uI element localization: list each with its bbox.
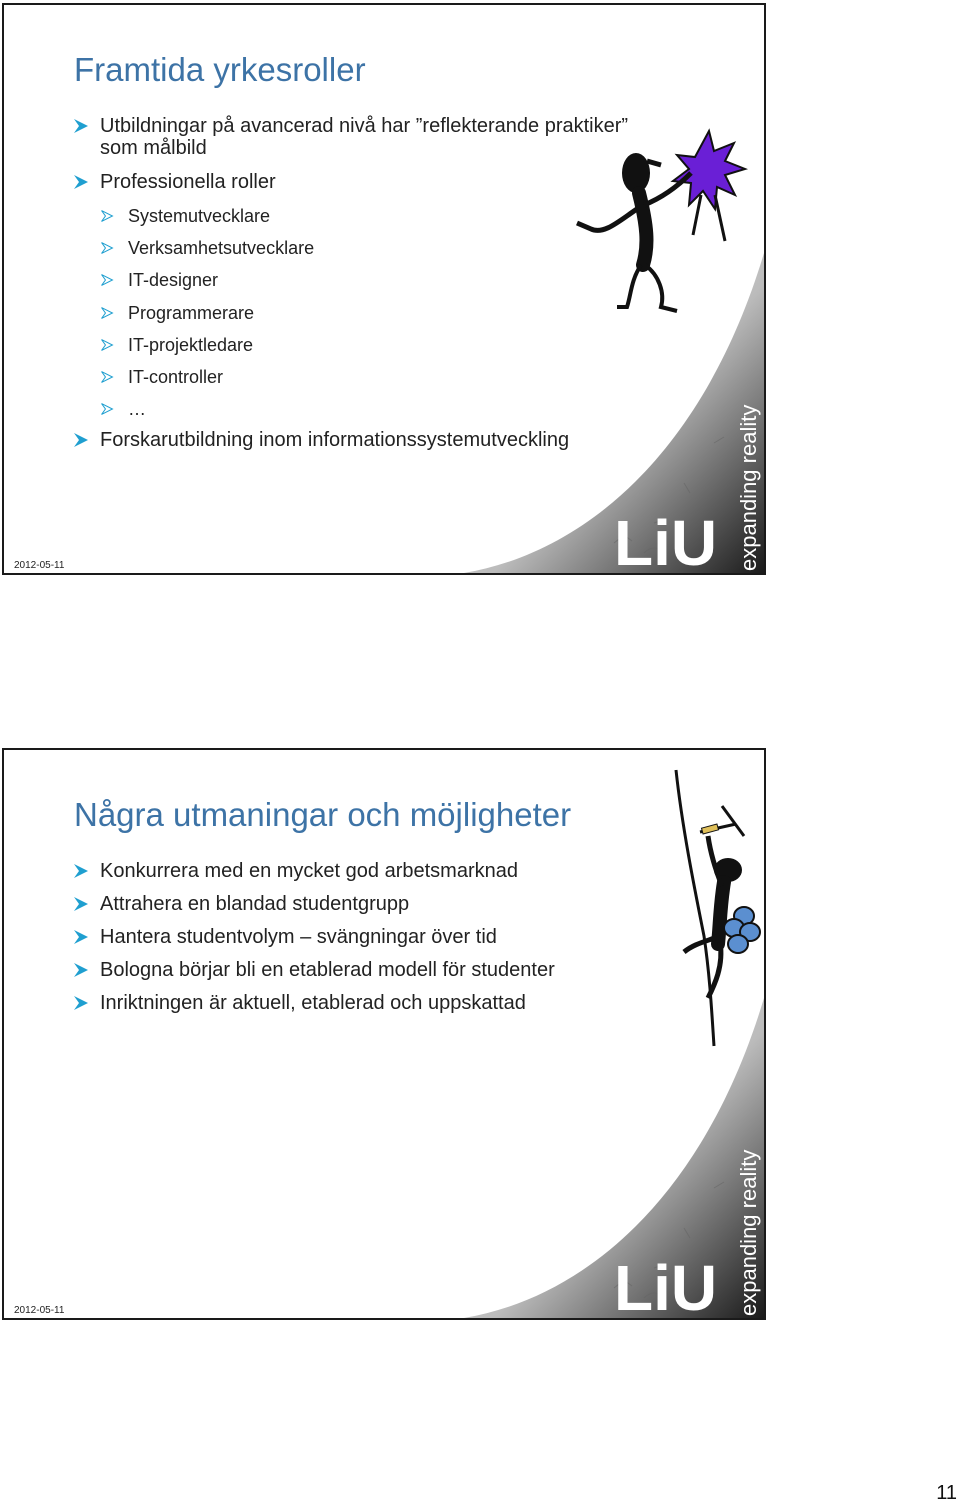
logo-text: LiU <box>614 507 718 573</box>
bullet-item <box>72 992 526 1014</box>
arrow-bullet-icon <box>100 241 114 255</box>
liu-logo-icon <box>464 998 764 1318</box>
slide-title: Framtida yrkesroller <box>74 51 366 88</box>
page-number: 11 <box>936 1482 957 1504</box>
sub-bullet-item <box>100 334 253 356</box>
arrow-bullet-icon <box>72 432 90 448</box>
slide-title: Några utmaningar och möjligheter <box>74 796 572 833</box>
bullet-text: Bologna börjar bli en etablerad modell för studenter <box>100 959 555 981</box>
bullet-text: Programmerare <box>128 303 255 323</box>
bullet-text: … <box>128 399 146 419</box>
slide-utmaningar <box>2 748 766 1320</box>
sub-bullet-item <box>100 237 314 259</box>
slide-date: 2012-05-11 <box>14 1305 65 1316</box>
bullet-text: Hantera studentvolym – svängningar över tid <box>100 926 497 948</box>
bullet-text: Systemutvecklare <box>128 206 271 226</box>
bullet-text: IT-projektledare <box>128 335 254 355</box>
arrow-bullet-icon <box>100 273 114 287</box>
sub-bullet-item <box>100 398 146 420</box>
logo-tagline: expanding reality <box>736 1149 761 1316</box>
bullet-text: som målbild <box>100 137 207 159</box>
bullet-text: Professionella roller <box>100 171 276 193</box>
sub-bullet-item <box>100 302 254 324</box>
arrow-bullet-icon <box>72 995 90 1011</box>
bullet-item <box>72 926 497 948</box>
bullet-item <box>72 860 518 882</box>
arrow-bullet-icon <box>72 174 90 190</box>
bullet-text: Forskarutbildning inom informationssystemutveckling <box>100 429 570 451</box>
logo-tagline: expanding reality <box>736 404 761 571</box>
arrow-bullet-icon <box>72 962 90 978</box>
bullet-item <box>72 959 555 981</box>
bullet-item <box>72 171 276 193</box>
arrow-bullet-icon <box>100 338 114 352</box>
slide-date: 2012-05-11 <box>14 560 65 571</box>
bullet-item <box>72 893 409 915</box>
sub-bullet-item <box>100 366 223 388</box>
bullet-text: Attrahera en blandad studentgrupp <box>100 893 410 915</box>
bullet-text: IT-controller <box>128 367 224 387</box>
arrow-bullet-icon <box>100 402 114 416</box>
bullet-text: Konkurrera med en mycket god arbetsmarknad <box>100 860 518 882</box>
bullet-item <box>72 115 628 137</box>
arrow-bullet-icon <box>72 118 90 134</box>
arrow-bullet-icon <box>100 306 114 320</box>
slide-framtida-yrkesroller <box>2 3 766 575</box>
bullet-text: Verksamhetsutvecklare <box>128 238 315 258</box>
arrow-bullet-icon <box>72 896 90 912</box>
sub-bullet-item <box>100 205 270 227</box>
liu-logo-icon <box>464 253 764 573</box>
arrow-bullet-icon <box>100 209 114 223</box>
arrow-bullet-icon <box>72 929 90 945</box>
bullet-text: Inriktningen är aktuell, etablerad och uppskattad <box>100 992 526 1014</box>
bullet-text: Utbildningar på avancerad nivå har ”reflekterande praktiker” <box>100 115 629 137</box>
sub-bullet-item <box>100 269 218 291</box>
bullet-text: IT-designer <box>128 270 219 290</box>
bullet-item-continuation <box>72 137 207 159</box>
arrow-bullet-icon <box>100 370 114 384</box>
arrow-bullet-icon <box>72 863 90 879</box>
logo-text: LiU <box>614 1252 718 1318</box>
